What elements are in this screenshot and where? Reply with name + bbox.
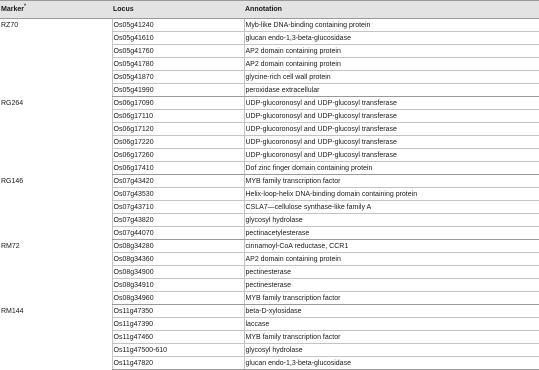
locus-cell: Os08g34910 bbox=[112, 279, 244, 292]
marker-cell: RM144 bbox=[1, 307, 24, 315]
table-row bbox=[0, 305, 539, 318]
header-row bbox=[0, 1, 539, 19]
locus-cell: Os06g17120 bbox=[112, 123, 244, 136]
table-row bbox=[0, 19, 539, 32]
annotation-cell: UDP-glucoronosyl and UDP-glucosyl transferase bbox=[244, 123, 539, 136]
annotation-cell: peroxidase extracellular bbox=[244, 84, 539, 97]
marker-footnote-mark: * bbox=[23, 3, 26, 10]
annotation-cell: pectinesterase bbox=[244, 279, 539, 292]
column-header-marker-label: Marker bbox=[1, 6, 24, 13]
marker-cell: RM72 bbox=[1, 242, 20, 250]
locus-cell: Os11g47500-610 bbox=[112, 344, 244, 357]
annotation-cell: UDP-glucoronosyl and UDP-glucosyl transferase bbox=[244, 136, 539, 149]
marker-cell: RG264 bbox=[1, 99, 24, 107]
locus-cell: Os07g43820 bbox=[112, 214, 244, 227]
annotation-cell: AP2 domain containing protein bbox=[244, 58, 539, 71]
annotation-cell: beta-D-xylosidase bbox=[244, 305, 539, 318]
locus-cell: Os05g41760 bbox=[112, 45, 244, 58]
locus-cell: Os06g17090 bbox=[112, 97, 244, 110]
annotation-cell: MYB family transcription factor bbox=[244, 292, 539, 305]
annotation-cell: glucan endo-1,3-beta-glucosidase bbox=[244, 32, 539, 45]
locus-cell: Os11g47820 bbox=[112, 357, 244, 370]
annotation-cell: Myb-like DNA-binding containing protein bbox=[244, 19, 539, 32]
column-header-marker bbox=[0, 1, 112, 19]
table-row bbox=[0, 240, 539, 253]
locus-cell: Os07g44070 bbox=[112, 227, 244, 240]
locus-cell: Os05g41780 bbox=[112, 58, 244, 71]
locus-cell: Os08g34360 bbox=[112, 253, 244, 266]
annotation-cell: MYB family transcription factor bbox=[244, 331, 539, 344]
locus-cell: Os11g47460 bbox=[112, 331, 244, 344]
locus-cell: Os08g34960 bbox=[112, 292, 244, 305]
table-row bbox=[0, 97, 539, 110]
locus-cell: Os05g41990 bbox=[112, 84, 244, 97]
locus-cell: Os11g47350 bbox=[112, 305, 244, 318]
annotation-cell: UDP-glucoronosyl and UDP-glucosyl transferase bbox=[244, 97, 539, 110]
table-header bbox=[0, 1, 539, 19]
annotation-cell: AP2 domain containing protein bbox=[244, 45, 539, 58]
annotation-cell: CSLA7—cellulose synthase-like family A bbox=[244, 201, 539, 214]
annotation-cell: glycine-rich cell wall protein bbox=[244, 71, 539, 84]
annotation-cell: cinnamoyl-CoA reductase, CCR1 bbox=[244, 240, 539, 253]
locus-cell: Os05g41870 bbox=[112, 71, 244, 84]
locus-cell: Os06g17220 bbox=[112, 136, 244, 149]
locus-cell: Os06g17110 bbox=[112, 110, 244, 123]
locus-cell: Os11g47390 bbox=[112, 318, 244, 331]
annotation-cell: UDP-glucoronosyl and UDP-glucosyl transferase bbox=[244, 110, 539, 123]
locus-cell: Os06g17410 bbox=[112, 162, 244, 175]
marker-cell: RZ70 bbox=[1, 22, 19, 29]
locus-cell: Os07g43710 bbox=[112, 201, 244, 214]
annotation-cell: UDP-glucoronosyl and UDP-glucosyl transferase bbox=[244, 149, 539, 162]
column-header-locus: Locus bbox=[112, 1, 244, 19]
locus-cell: Os07g43530 bbox=[112, 188, 244, 201]
annotation-cell: Dof zinc finger domain containing protein bbox=[244, 162, 539, 175]
locus-cell: Os08g34280 bbox=[112, 240, 244, 253]
locus-cell: Os08g34900 bbox=[112, 266, 244, 279]
annotation-cell: pectinacetylesterase bbox=[244, 227, 539, 240]
table-body bbox=[0, 19, 539, 370]
annotation-cell: AP2 domain containing protein bbox=[244, 253, 539, 266]
marker-cell: RG146 bbox=[1, 177, 24, 185]
locus-cell: Os05g41240 bbox=[112, 19, 244, 32]
annotation-cell: laccase bbox=[244, 318, 539, 331]
annotation-cell: MYB family transcription factor bbox=[244, 175, 539, 188]
annotation-cell: pectinesterase bbox=[244, 266, 539, 279]
locus-cell: Os05g41610 bbox=[112, 32, 244, 45]
annotation-cell: glycosyl hydrolase bbox=[244, 344, 539, 357]
locus-cell: Os07g43420 bbox=[112, 175, 244, 188]
annotation-cell: Helix-loop-helix DNA-binding domain containing protein bbox=[244, 188, 539, 201]
table-row bbox=[0, 175, 539, 188]
column-header-annotation: Annotation bbox=[244, 1, 539, 19]
locus-cell: Os06g17260 bbox=[112, 149, 244, 162]
annotation-cell: glucan endo-1,3-beta-glucosidase bbox=[244, 357, 539, 370]
annotation-cell: glycosyl hydrolase bbox=[244, 214, 539, 227]
